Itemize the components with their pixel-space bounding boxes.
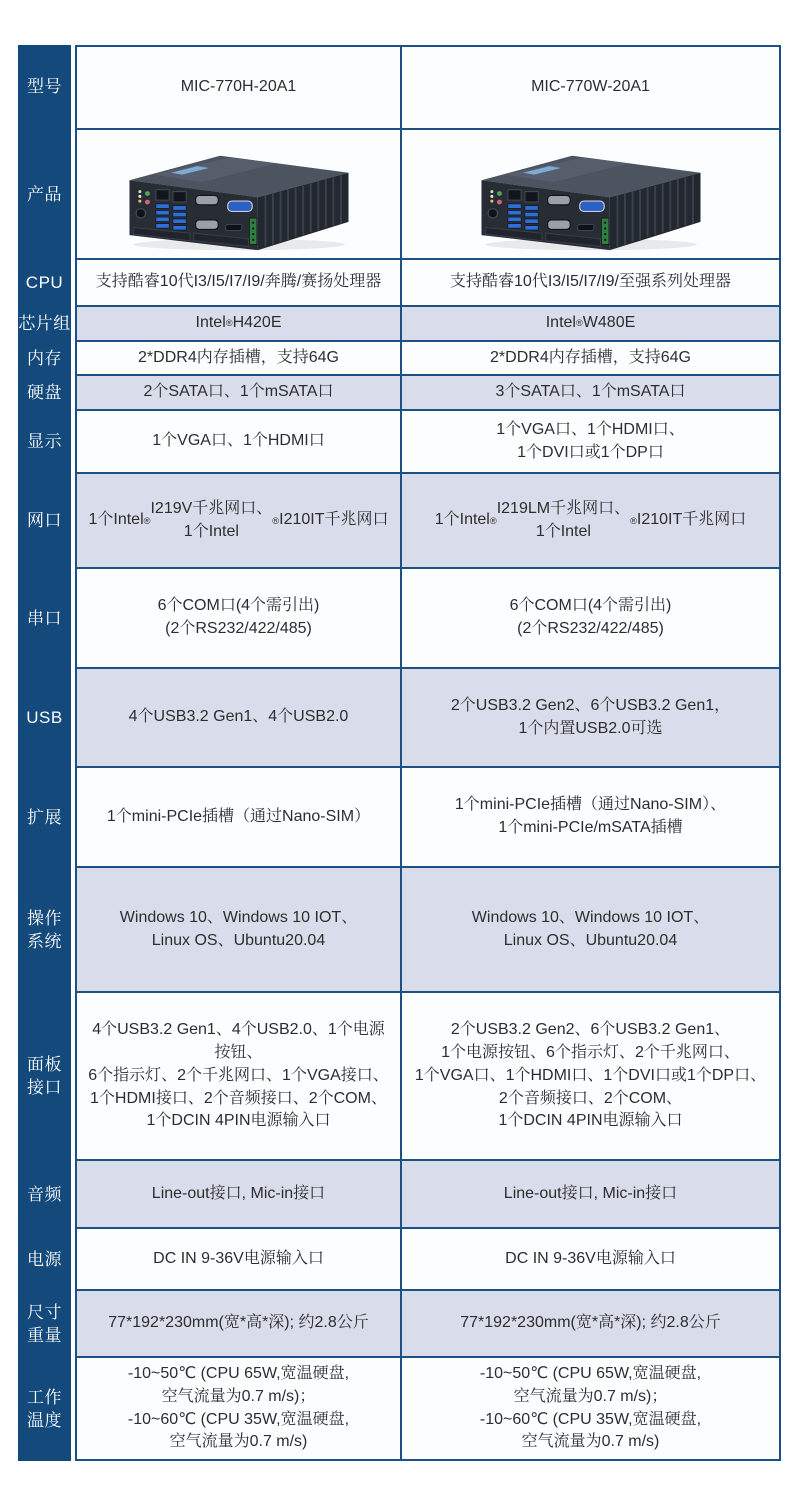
row-label-power: 电源 bbox=[18, 1229, 71, 1291]
table-row-lan bbox=[18, 474, 781, 569]
row-label-panel-io: 面板 接口 bbox=[18, 993, 71, 1161]
row-label-os: 操作 系统 bbox=[18, 868, 71, 993]
lan-col1: 1个Intel ® I219V千兆网口、 1个Intel ® I210IT千兆网口 bbox=[75, 474, 400, 569]
os-col1: Windows 10、Windows 10 IOT、 Linux OS、Ubuntu20.04 bbox=[75, 868, 400, 993]
cpu-col1: 支持酷睿10代I3/I5/I7/I9/奔腾/赛扬处理器 bbox=[75, 260, 400, 307]
audio-col1: Line-out接口, Mic-in接口 bbox=[75, 1161, 400, 1229]
table-row-storage bbox=[18, 376, 781, 411]
power-col2: DC IN 9-36V电源输入口 bbox=[400, 1229, 781, 1291]
row-label-cpu: CPU bbox=[18, 260, 71, 307]
table-row-serial bbox=[18, 569, 781, 669]
chipset-col2: Intel ® W480E bbox=[400, 307, 781, 342]
row-label-serial: 串口 bbox=[18, 569, 71, 669]
row-label-operating-temp: 工作 温度 bbox=[18, 1358, 71, 1461]
serial-col2: 6个COM口(4个需引出) (2个RS232/422/485) bbox=[400, 569, 781, 669]
table-row-model bbox=[18, 45, 781, 130]
model-name-col1: MIC-770H-20A1 bbox=[75, 45, 400, 130]
lan-col2: 1个Intel ® I219LM千兆网口、 1个Intel ® I210IT千兆网口 bbox=[400, 474, 781, 569]
table-row-panel-io bbox=[18, 993, 781, 1161]
operating-temp-col1: -10~50℃ (CPU 65W,宽温硬盘, 空气流量为0.7 m/s)； -10~60℃ (CPU 35W,宽温硬盘, 空气流量为0.7 m/s) bbox=[75, 1358, 400, 1461]
panel-io-col1: 4个USB3.2 Gen1、4个USB2.0、1个电源按钮、 6个指示灯、2个千兆网口、1个VGA接口、 1个HDMI接口、2个音频接口、2个COM、 1个DCIN 4PIN电源输入口 bbox=[75, 993, 400, 1161]
expansion-col1: 1个mini-PCIe插槽（通过Nano-SIM） bbox=[75, 768, 400, 868]
spec-comparison-table bbox=[18, 45, 781, 1461]
model-name-col2: MIC-770W-20A1 bbox=[400, 45, 781, 130]
table-row-display bbox=[18, 411, 781, 474]
display-col1: 1个VGA口、1个HDMI口 bbox=[75, 411, 400, 474]
expansion-col2: 1个mini-PCIe插槽（通过Nano-SIM）、 1个mini-PCIe/mSATA插槽 bbox=[400, 768, 781, 868]
power-col1: DC IN 9-36V电源输入口 bbox=[75, 1229, 400, 1291]
table-row-memory bbox=[18, 342, 781, 377]
os-col2: Windows 10、Windows 10 IOT、 Linux OS、Ubuntu20.04 bbox=[400, 868, 781, 993]
product-cell-col1 bbox=[75, 130, 400, 260]
memory-col1: 2*DDR4内存插槽，支持64G bbox=[75, 342, 400, 377]
operating-temp-col2: -10~50℃ (CPU 65W,宽温硬盘, 空气流量为0.7 m/s)； -10~60℃ (CPU 35W,宽温硬盘, 空气流量为0.7 m/s) bbox=[400, 1358, 781, 1461]
table-row-dimensions bbox=[18, 1291, 781, 1358]
panel-io-col2: 2个USB3.2 Gen2、6个USB3.2 Gen1、 1个电源按钮、6个指示灯、2个千兆网口、 1个VGA口、1个HDMI口、1个DVI口或1个DP口、 2个音频接口、2个COM、 1个DCIN 4PIN电源输入口 bbox=[400, 993, 781, 1161]
serial-col1: 6个COM口(4个需引出) (2个RS232/422/485) bbox=[75, 569, 400, 669]
usb-col2: 2个USB3.2 Gen2、6个USB3.2 Gen1， 1个内置USB2.0可选 bbox=[400, 669, 781, 768]
dimensions-col2: 77*192*230mm(宽*高*深); 约2.8公斤 bbox=[400, 1291, 781, 1358]
audio-col2: Line-out接口, Mic-in接口 bbox=[400, 1161, 781, 1229]
product-image-mic-770w bbox=[465, 135, 717, 253]
row-label-expansion: 扩展 bbox=[18, 768, 71, 868]
cpu-col2: 支持酷睿10代I3/I5/I7/I9/至强系列处理器 bbox=[400, 260, 781, 307]
dimensions-col1: 77*192*230mm(宽*高*深); 约2.8公斤 bbox=[75, 1291, 400, 1358]
memory-col2: 2*DDR4内存插槽，支持64G bbox=[400, 342, 781, 377]
table-row-cpu bbox=[18, 260, 781, 307]
row-label-lan: 网口 bbox=[18, 474, 71, 569]
storage-col2: 3个SATA口、1个mSATA口 bbox=[400, 376, 781, 411]
table-row-expansion bbox=[18, 768, 781, 868]
table-row-usb bbox=[18, 669, 781, 768]
row-label-audio: 音频 bbox=[18, 1161, 71, 1229]
row-label-chipset: 芯片组 bbox=[18, 307, 71, 342]
chipset-col1: Intel ® H420E bbox=[75, 307, 400, 342]
product-cell-col2 bbox=[400, 130, 781, 260]
table-row-power bbox=[18, 1229, 781, 1291]
row-label-memory: 内存 bbox=[18, 342, 71, 377]
storage-col1: 2个SATA口、1个mSATA口 bbox=[75, 376, 400, 411]
display-col2: 1个VGA口、1个HDMI口、 1个DVI口或1个DP口 bbox=[400, 411, 781, 474]
table-row-product bbox=[18, 130, 781, 260]
product-image-mic-770h bbox=[113, 135, 365, 253]
row-label-product: 产品 bbox=[18, 130, 71, 260]
row-label-dimensions: 尺寸 重量 bbox=[18, 1291, 71, 1358]
usb-col1: 4个USB3.2 Gen1、4个USB2.0 bbox=[75, 669, 400, 768]
row-label-storage: 硬盘 bbox=[18, 376, 71, 411]
row-label-display: 显示 bbox=[18, 411, 71, 474]
row-label-usb: USB bbox=[18, 669, 71, 768]
table-row-operating-temp bbox=[18, 1358, 781, 1461]
table-row-chipset bbox=[18, 307, 781, 342]
table-row-os bbox=[18, 868, 781, 993]
table-row-audio bbox=[18, 1161, 781, 1229]
row-label-model: 型号 bbox=[18, 45, 71, 130]
